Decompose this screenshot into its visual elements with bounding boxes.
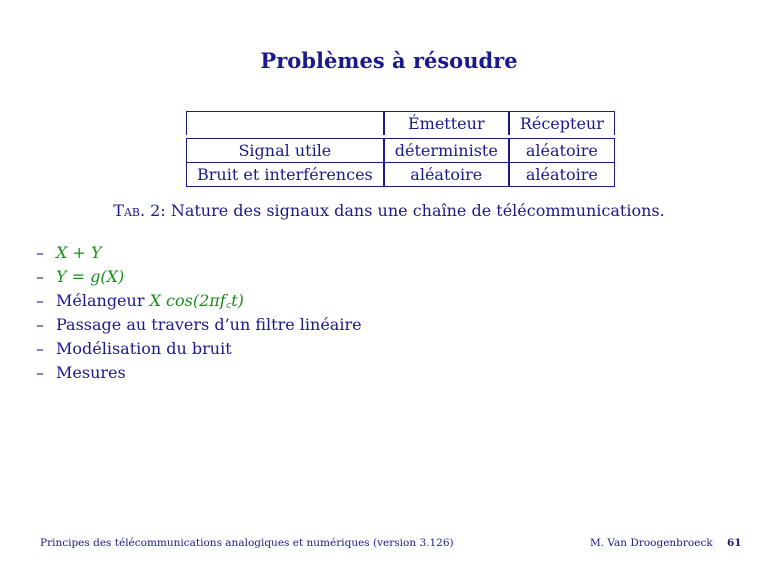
list-item — [36, 361, 362, 385]
table-cell: déterministe — [384, 138, 509, 162]
footer-course-title: Principes des télécommunications analogiques et numériques (version 3.126) — [40, 537, 454, 549]
list-item-text: Mesures — [56, 363, 126, 382]
caption-label: Tab. 2: — [113, 201, 166, 220]
table-cell: aléatoire — [509, 162, 615, 187]
footer-author: M. Van Droogenbroeck — [590, 537, 713, 549]
list-item-text: Mélangeur — [56, 291, 150, 310]
list-item-text: Passage au travers d’un filtre linéaire — [56, 315, 362, 334]
list-bullet: – — [36, 291, 44, 310]
table-row — [186, 162, 615, 187]
slide-title: Problèmes à résoudre — [260, 48, 518, 73]
table-header-cell — [186, 111, 384, 135]
caption-text: Nature des signaux dans une chaîne de télécommunications. — [170, 201, 665, 220]
list-item — [36, 313, 362, 337]
list-bullet: – — [36, 267, 44, 286]
list-bullet: – — [36, 363, 44, 382]
list-item — [36, 265, 362, 289]
table-cell: Bruit et interférences — [186, 162, 384, 187]
list-item — [36, 241, 362, 265]
table-caption — [0, 201, 778, 220]
table-cell: Signal utile — [186, 138, 384, 162]
list-item-math: Y = g(X) — [56, 267, 125, 286]
list-item — [36, 289, 362, 313]
table-row — [186, 138, 615, 162]
list-bullet: – — [36, 339, 44, 358]
list-bullet: – — [36, 315, 44, 334]
table-header-cell: Récepteur — [509, 111, 615, 135]
table-cell: aléatoire — [509, 138, 615, 162]
list-item-math: X + Y — [56, 243, 102, 262]
problem-list — [36, 241, 362, 385]
table-cell: aléatoire — [384, 162, 509, 187]
list-item — [36, 337, 362, 361]
table-header-cell: Émetteur — [384, 111, 509, 135]
list-item-text: Modélisation du bruit — [56, 339, 232, 358]
table-header-row — [186, 111, 615, 135]
signal-nature-table — [186, 111, 615, 187]
list-bullet: – — [36, 243, 44, 262]
page-number: 61 — [727, 537, 742, 549]
list-item-math: X cos(2πf꜀t) — [149, 291, 244, 310]
